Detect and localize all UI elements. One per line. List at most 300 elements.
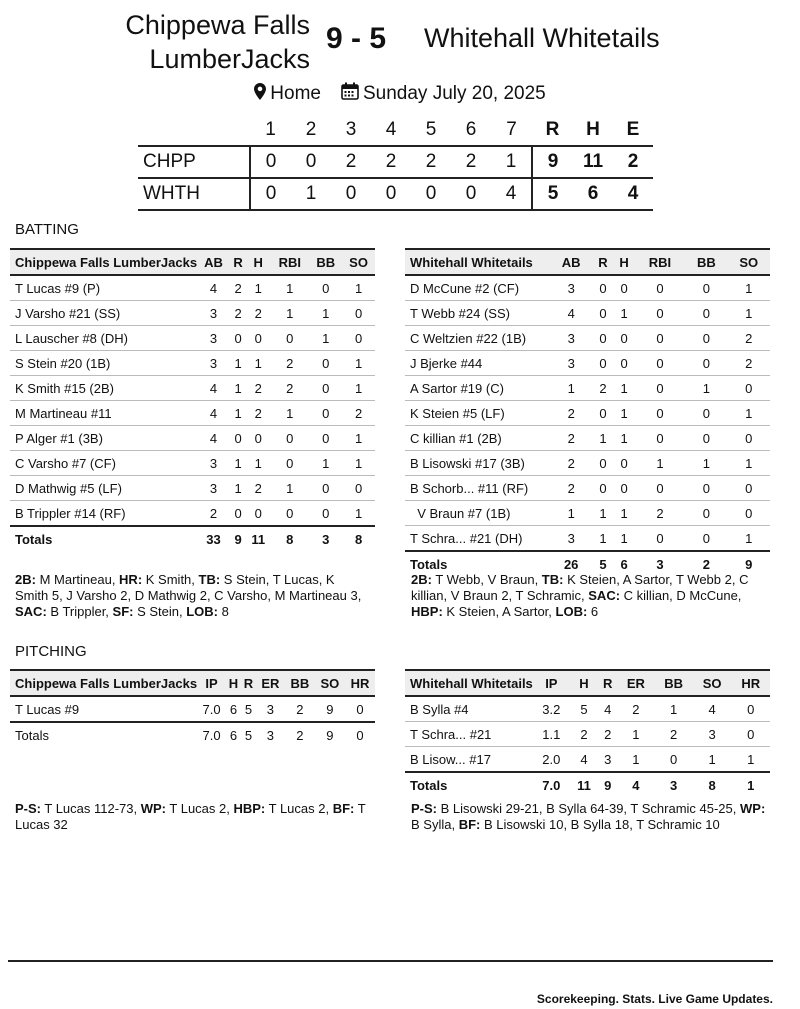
inning-score: 0 [345,183,357,204]
player-name: S Stein #20 (1B) [15,355,111,371]
note-text: K Steien, A Sartor, [442,604,556,619]
stat-cell: 1 [599,530,607,546]
home-team-name [100,8,310,76]
totals-label: Totals [15,531,53,547]
totals-cell: 11 [251,531,266,547]
table-row [405,747,770,773]
runs-header: R [545,119,560,140]
stat-cell: 4 [209,280,218,296]
stat-cell: 0 [322,380,330,396]
inning-score: 4 [505,183,517,204]
player-name: C Weltzien #22 (1B) [410,330,527,346]
stat-cell: 3 [266,701,275,717]
stat-cell: 0 [254,505,262,521]
stat-cell: 0 [286,330,294,346]
stat-cell: 1 [234,405,242,421]
inning-score: 0 [305,151,317,172]
stat-cell: 0 [702,405,710,421]
stat-cell: 0 [322,505,330,521]
column-header: HR [741,675,761,691]
stat-cell: 5 [580,701,588,717]
table-row [10,275,375,301]
note-label: BF: [332,801,355,816]
stat-cell: 0 [620,330,628,346]
note-text: 8 [218,604,229,619]
stat-cell: 0 [656,280,664,296]
pitching-section-title: PITCHING [15,643,87,660]
batting-section-title: BATTING [15,221,79,238]
player-name: D Mathwig #5 (LF) [15,480,122,496]
inning-header: 6 [465,119,477,140]
stat-cell: 4 [209,430,218,446]
stat-cell: 1 [286,305,294,321]
column-header: R [233,254,243,270]
stat-cell: 1 [234,380,242,396]
column-header: BB [696,254,716,270]
stat-cell: 0 [656,530,664,546]
stat-cell: 2 [745,355,753,371]
inning-score: 1 [505,151,517,172]
stat-cell: 2 [286,355,294,371]
table-row [405,526,770,552]
player-name: B Lisow... #17 [410,751,491,767]
note-text: M Martineau, [35,572,120,587]
inning-score: 0 [250,178,291,210]
stat-cell: 2 [567,405,575,421]
player-name: J Varsho #21 (SS) [15,305,121,321]
stat-cell: 0 [599,330,607,346]
totals-row [10,526,375,551]
stat-cell: 3 [209,330,218,346]
stat-cell: 1 [620,305,628,321]
linescore-r: 9 [532,146,573,178]
stat-cell: 4 [209,380,218,396]
stat-cell: 1 [745,530,753,546]
stat-cell: 2 [254,380,262,396]
table-row [10,476,375,501]
player-name: M Martineau #11 [15,405,112,421]
stat-cell: 1 [708,751,716,767]
stat-cell: 0 [745,480,753,496]
stat-cell: 0 [747,726,755,742]
stat-cell: 0 [702,330,710,346]
table-row [10,501,375,527]
linescore-h: 6 [587,183,599,204]
stat-cell: 2 [286,380,294,396]
stat-cell: 3 [604,751,612,767]
linescore-team: CHPP [143,151,196,172]
column-header: SO [739,254,759,270]
stat-cell: 0 [354,330,363,346]
totals-cell: 2 [702,556,710,572]
note-text: T Webb, V Braun, [431,572,542,587]
stat-cell: 0 [254,430,262,446]
linescore-row [138,146,653,178]
totals-cell: 11 [577,777,591,793]
player-name: K Smith #15 (2B) [15,380,114,396]
stat-cell: 2 [254,405,262,421]
column-header: BB [290,675,310,691]
column-header: BB [664,675,684,691]
table-row [405,401,770,426]
stat-cell: 3 [209,455,218,471]
stat-cell: 3.2 [542,701,561,717]
totals-cell: 6 [229,727,238,743]
totals-label: Totals [15,727,49,743]
stat-cell: 1 [234,455,242,471]
note-text: C killian, D McCune, [620,588,742,603]
stat-cell: 3 [567,355,575,371]
team-name-header: Whitehall Whitetails [410,254,533,270]
stat-cell: 3 [209,305,218,321]
table-row [405,501,770,526]
stat-cell: 5 [244,701,253,717]
note-label: WP: [140,801,167,816]
note-text: T Lucas 32 [15,801,366,832]
batting-table-home [10,248,375,551]
stat-cell: 1 [620,530,628,546]
stat-cell: 1 [745,405,753,421]
column-header: AB [561,254,581,270]
totals-cell: 3 [266,727,275,743]
stat-cell: 0 [656,480,664,496]
totals-cell: 6 [620,556,628,572]
inning-header: 2 [305,119,317,140]
totals-cell: 3 [656,556,664,572]
table-row [405,301,770,326]
stat-cell: 4 [567,305,575,321]
column-header: RBI [278,254,301,270]
stat-cell: 1 [234,355,242,371]
inning-header: 7 [506,119,517,140]
stat-cell: 0 [656,430,664,446]
stat-cell: 0 [599,355,607,371]
table-row [10,351,375,376]
stat-cell: 0 [670,751,678,767]
note-label: WP: [740,801,766,816]
calendar-icon [341,82,359,106]
column-header: IP [545,675,558,691]
totals-label: Totals [410,777,448,793]
stat-cell: 2 [632,701,640,717]
game-date: Sunday July 20, 2025 [362,83,546,104]
note-label: TB: [541,572,564,587]
stat-cell: 0 [286,505,294,521]
team-name-header: Whitehall Whitetails [410,675,533,691]
player-name: C Varsho #7 (CF) [15,455,116,471]
player-name: L Lauscher #8 (DH) [15,330,128,346]
stat-cell: 1 [286,405,294,421]
table-row [10,696,375,722]
note-text: S Stein, [133,604,187,619]
stat-cell: 2 [604,726,612,742]
totals-cell: 5 [244,727,253,743]
player-name: T Webb #24 (SS) [410,305,510,321]
totals-cell: 7.0 [542,777,561,793]
batting-table-away [405,248,770,576]
table-row [405,426,770,451]
stat-cell: 0 [322,405,330,421]
stat-cell: 0 [322,430,330,446]
stat-cell: 2 [656,505,664,521]
stat-cell: 4 [708,701,716,717]
inning-score: 1 [305,183,317,204]
column-header: H [579,675,589,691]
stat-cell: 0 [322,355,330,371]
inning-score: 2 [345,151,357,172]
linescore-table [138,115,653,211]
stat-cell: 3 [567,330,575,346]
column-header: ER [261,675,280,691]
column-header: H [253,254,263,270]
column-header: ER [626,675,645,691]
stat-cell: 1 [599,430,607,446]
stat-cell: 1 [702,455,710,471]
stat-cell: 0 [620,480,628,496]
stat-cell: 6 [229,701,238,717]
table-row [10,426,375,451]
errors-header: E [626,119,640,140]
stat-cell: 3 [209,480,218,496]
stat-cell: 4 [209,405,218,421]
player-name: D McCune #2 (CF) [410,280,520,296]
stat-cell: 1 [354,355,363,371]
map-pin-icon [254,83,266,106]
linescore-header [138,115,653,146]
table-row [405,451,770,476]
player-name: T Schra... #21 [410,726,492,742]
stat-cell: 3 [209,355,218,371]
stat-cell: 2 [234,305,242,321]
table-row [10,401,375,426]
pitching-notes-away [411,801,771,833]
totals-cell: 3 [670,777,678,793]
stat-cell: 1 [254,355,262,371]
stat-cell: 1 [632,751,640,767]
note-label: P-S: [411,801,437,816]
player-name: A Sartor #19 (C) [410,380,504,396]
stat-cell: 1 [599,505,607,521]
column-header: SO [349,254,368,270]
stat-cell: 1 [286,480,294,496]
final-score: 9 - 5 [326,22,387,55]
stat-cell: 1 [745,305,753,321]
game-meta [0,82,800,106]
table-row [10,451,375,476]
linescore-h: 11 [582,151,604,172]
home-team-line2: LumberJacks [149,44,310,74]
note-label: LOB: [555,604,588,619]
totals-cell: 4 [632,777,640,793]
linescore-row [138,178,653,210]
stat-cell: 0 [286,430,294,446]
inning-score: 0 [465,183,477,204]
stat-cell: 1 [620,405,628,421]
stat-cell: 1 [254,280,262,296]
stat-cell: 9 [326,701,334,717]
stat-cell: 0 [702,530,710,546]
totals-cell: 7.0 [202,727,221,743]
player-name: T Lucas #9 [15,701,80,717]
stat-cell: 2 [254,480,262,496]
stat-cell: 0 [620,280,628,296]
totals-cell: 8 [286,531,294,547]
stat-cell: 0 [234,430,242,446]
stat-cell: 0 [599,480,607,496]
stat-cell: 1 [745,455,753,471]
linescore-team: WHTH [143,183,200,204]
stat-cell: 4 [580,751,588,767]
note-label: HBP: [411,604,443,619]
note-text: K Smith, [142,572,199,587]
stat-cell: 0 [354,480,363,496]
stat-cell: 2 [254,305,262,321]
stat-cell: 2 [354,405,363,421]
stat-cell: 1 [322,455,330,471]
stat-cell: 1 [354,430,363,446]
inning-score: 0 [385,183,397,204]
game-location: Home [270,83,321,104]
stat-cell: 2 [296,701,304,717]
table-header [10,249,375,275]
inning-score: 2 [425,151,437,172]
column-header: HR [350,675,370,691]
totals-cell: 26 [563,556,579,572]
table-row [405,275,770,301]
note-text: 6 [587,604,599,619]
stat-cell: 1 [234,480,242,496]
table-row [10,326,375,351]
note-text: T Lucas 2, [166,801,234,816]
stat-cell: 1.1 [542,726,561,742]
inning-header: 1 [265,119,276,140]
stat-cell: 0 [656,405,664,421]
stat-cell: 0 [702,280,710,296]
table-row [10,301,375,326]
totals-cell: 2 [296,727,304,743]
footer-divider [8,960,773,962]
stat-cell: 0 [702,505,710,521]
note-label: P-S: [15,801,41,816]
totals-cell: 8 [354,531,363,547]
stat-cell: 2 [580,726,588,742]
batting-notes-home [15,572,370,620]
player-name: T Lucas #9 (P) [15,280,101,296]
stat-cell: 0 [656,355,664,371]
note-label: 2B: [15,572,36,587]
stat-cell: 1 [354,505,363,521]
stat-cell: 0 [620,355,628,371]
inning-score: 2 [465,151,477,172]
stat-cell: 0 [702,430,710,446]
linescore-e: 4 [627,183,639,204]
stat-cell: 0 [599,305,607,321]
column-header: AB [204,254,223,270]
inning-score: 2 [385,151,397,172]
table-header [10,670,375,696]
stat-cell: 0 [234,330,242,346]
linescore-e: 2 [627,151,639,172]
stat-cell: 1 [254,455,262,471]
column-header: BB [316,254,336,270]
player-name: T Schra... #21 (DH) [410,530,523,546]
stat-cell: 1 [702,380,710,396]
column-header: H [619,254,629,270]
table-header [405,670,770,696]
note-label: TB: [198,572,221,587]
stat-cell: 1 [567,505,575,521]
table-row [405,326,770,351]
team-name-header: Chippewa Falls LumberJacks [15,254,198,270]
note-text: B Lisowski 10, B Sylla 18, T Schramic 10 [480,817,720,832]
column-header: R [603,675,613,691]
away-team-name: Whitehall Whitetails [424,23,660,53]
stat-cell: 1 [322,305,330,321]
stat-cell: 0 [745,430,753,446]
stat-cell: 0 [747,701,755,717]
player-name: K Steien #5 (LF) [410,405,505,421]
stat-cell: 2 [209,505,218,521]
stat-cell: 0 [745,380,753,396]
totals-row [10,722,375,747]
table-row [405,476,770,501]
stat-cell: 0 [254,330,262,346]
stat-cell: 1 [620,380,628,396]
pitching-table-away [405,669,770,797]
table-row [10,376,375,401]
inning-header: 4 [385,119,397,140]
stat-cell: 1 [286,280,294,296]
pitching-notes-home [15,801,370,833]
totals-cell: 3 [322,531,330,547]
inning-header: 5 [425,119,437,140]
stat-cell: 2 [745,330,753,346]
stat-cell: 0 [354,305,363,321]
player-name: B Sylla #4 [410,701,469,717]
note-text: S Stein, T Lucas, K Smith 5, J Varsho 2, D Mathwig 2, C Varsho, M Martineau 3, [15,572,362,603]
stat-cell: 1 [354,280,363,296]
stat-cell: 1 [745,280,753,296]
stat-cell: 0 [656,305,664,321]
player-name: C killian #1 (2B) [410,430,502,446]
stat-cell: 3 [567,280,575,296]
stat-cell: 2 [599,380,607,396]
player-name: P Alger #1 (3B) [15,430,103,446]
note-text: B Sylla, [411,817,459,832]
column-header: R [598,254,608,270]
note-label: HR: [119,572,143,587]
stat-cell: 2 [567,480,575,496]
totals-cell: 33 [206,531,221,547]
stat-cell: 2 [567,455,575,471]
totals-row [405,772,770,797]
stat-cell: 2 [670,726,678,742]
stat-cell: 1 [567,380,575,396]
stat-cell: 0 [599,280,607,296]
home-team-line1: Chippewa Falls [125,10,310,40]
stat-cell: 1 [656,455,664,471]
stat-cell: 0 [620,455,628,471]
linescore-r: 5 [532,178,573,210]
table-row [405,722,770,747]
totals-cell: 0 [356,727,364,743]
inning-score: 0 [250,146,291,178]
footer-tagline: Scorekeeping. Stats. Live Game Updates. [536,992,773,1006]
totals-cell: 1 [747,777,755,793]
stat-cell: 0 [322,480,330,496]
stat-cell: 0 [234,505,242,521]
stat-cell: 0 [745,505,753,521]
